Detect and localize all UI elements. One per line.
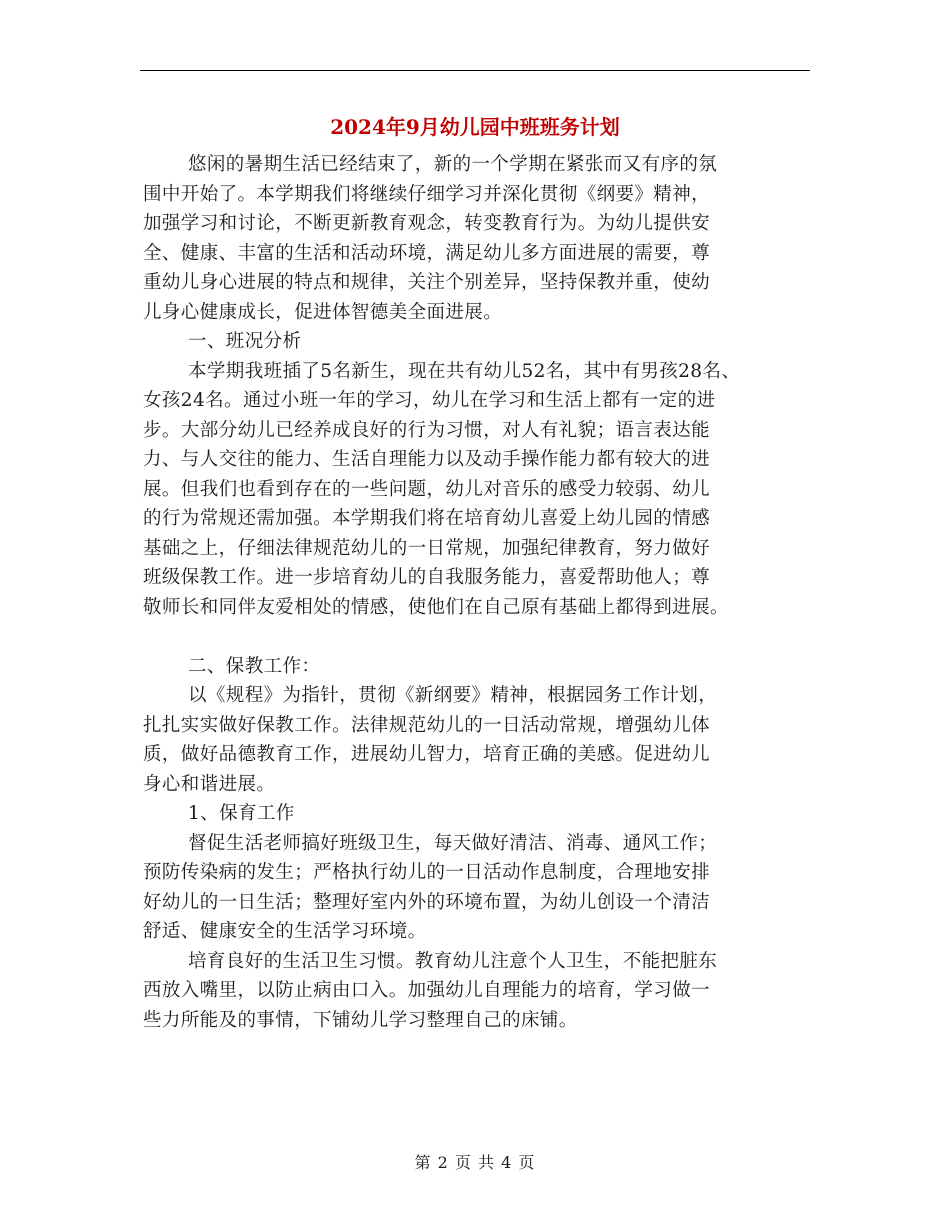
paragraph-line: 本学期我班插了5名新生，现在共有幼儿52名，其中有男孩28名、 (188, 360, 741, 382)
paragraph-line: 1、保育工作 (188, 803, 295, 824)
document-title: 2024年9月幼儿园中班班务计划 (330, 115, 620, 139)
paragraph-line: 基础之上，仔细法律规范幼儿的一日常规，加强纪律教育，努力做好 (143, 537, 711, 559)
paragraph-line: 好幼儿的一日生活；整理好室内外的环境布置，为幼儿创设一个清洁 (143, 891, 711, 913)
paragraph-line: 以《规程》为指针，贯彻《新纲要》精神，根据园务工作计划， (188, 685, 718, 706)
paragraph-line: 培育良好的生活卫生习惯。教育幼儿注意个人卫生，不能把脏东 (188, 950, 718, 972)
paragraph-line: 展。但我们也看到存在的一些问题，幼儿对音乐的感受力较弱、幼儿 (143, 478, 711, 500)
paragraph-line: 敬师长和同伴友爱相处的情感，使他们在自己原有基础上都得到进展。 (143, 596, 729, 618)
paragraph-line: 班级保教工作。进一步培育幼儿的自我服务能力，喜爱帮助他人；尊 (143, 567, 711, 588)
paragraph-line: 一、班况分析 (188, 331, 302, 352)
paragraph-line: 加强学习和讨论，不断更新教育观念，转变教育行为。为幼儿提供安 (143, 213, 711, 234)
paragraph-line: 全、健康、丰富的生活和活动环境，满足幼儿多方面进展的需要，尊 (143, 242, 711, 264)
blank-line (143, 622, 823, 652)
page-number-footer: 第 2 页 共 4 页 (414, 1153, 536, 1172)
paragraph-line: 女孩24名。通过小班一年的学习，幼儿在学习和生活上都有一定的进 (143, 390, 716, 411)
paragraph-line: 悠闲的暑期生活已经结束了，新的一个学期在紧张而又有序的氛 (188, 154, 718, 175)
paragraph-line: 重幼儿身心进展的特点和规律，关注个别差异，坚持保教并重，使幼 (143, 272, 711, 293)
paragraph-line: 督促生活老师搞好班级卫生，每天做好清洁、消毒、通风工作； (188, 832, 718, 854)
paragraph-line: 质，做好品德教育工作，进展幼儿智力，培育正确的美感。促进幼儿 (143, 744, 711, 765)
paragraph-line: 儿身心健康成长，促进体智德美全面进展。 (143, 301, 503, 323)
paragraph-line: 力、与人交往的能力、生活自理能力以及动手操作能力都有较大的进 (143, 449, 711, 470)
document-body (143, 150, 823, 1035)
paragraph-line: 舒适、健康安全的生活学习环境。 (143, 921, 427, 942)
paragraph-line: 二、保教工作： (188, 655, 321, 677)
header-rule (140, 70, 810, 71)
paragraph-line: 扎扎实实做好保教工作。法律规范幼儿的一日活动常规，增强幼儿体 (143, 714, 711, 736)
paragraph-line: 预防传染病的发生；严格执行幼儿的一日活动作息制度，合理地安排 (143, 862, 711, 883)
paragraph-line: 身心和谐进展。 (143, 773, 276, 795)
paragraph-line: 围中开始了。本学期我们将继续仔细学习并深化贯彻《纲要》精神， (143, 183, 711, 205)
paragraph-line: 的行为常规还需加强。本学期我们将在培育幼儿喜爱上幼儿园的情感 (143, 508, 711, 529)
paragraph-line: 步。大部分幼儿已经养成良好的行为习惯，对人有礼貌；语言表达能 (143, 419, 711, 441)
paragraph-line: 些力所能及的事情，下铺幼儿学习整理自己的床铺。 (143, 1009, 578, 1031)
paragraph-line: 西放入嘴里，以防止病由口入。加强幼儿自理能力的培育，学习做一 (143, 980, 711, 1001)
